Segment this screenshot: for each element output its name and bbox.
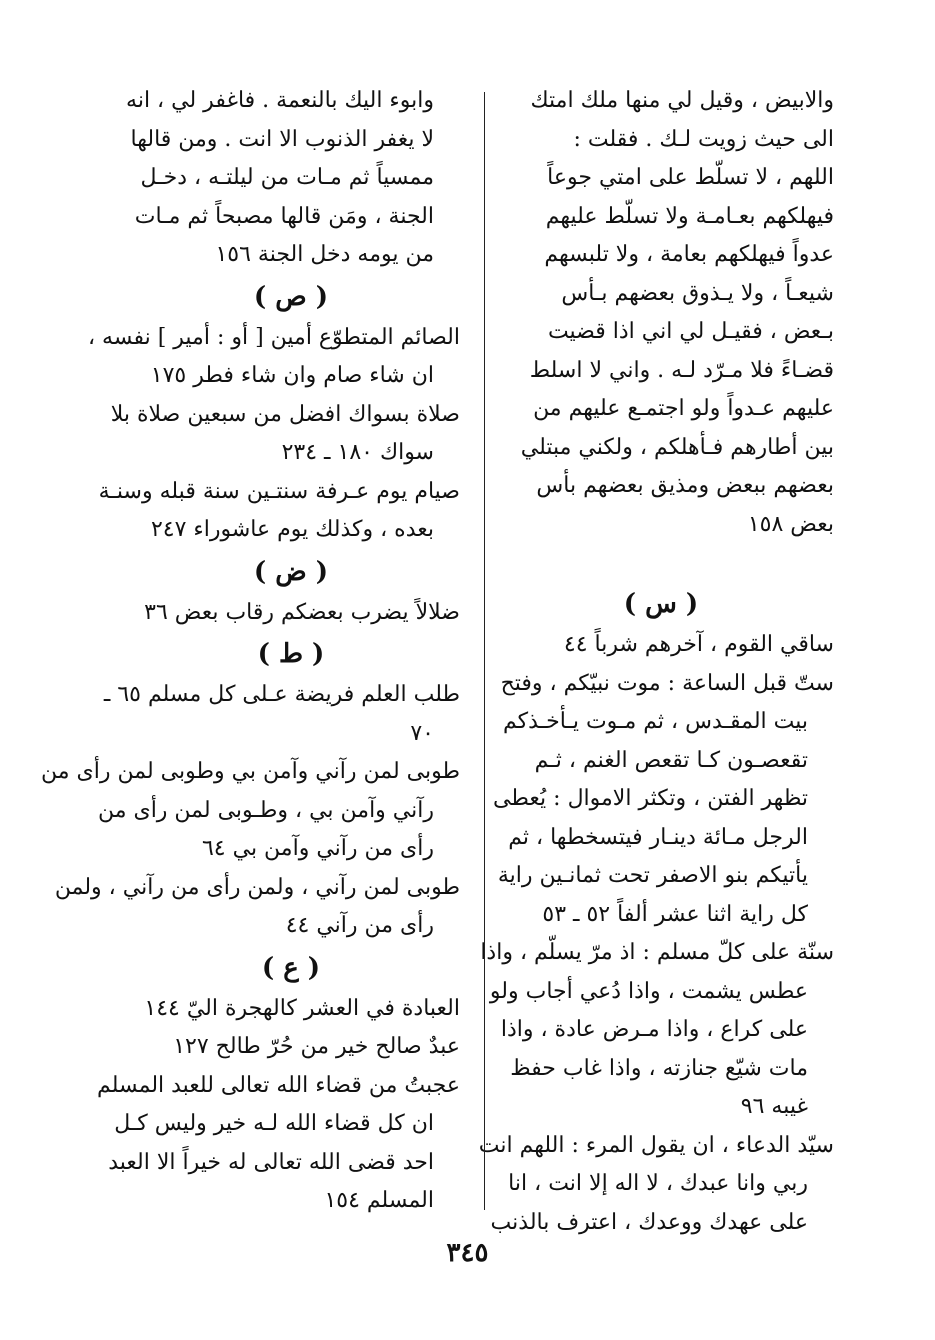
entry-continuation-line: مات شيّع جنازته ، واذا غاب حفظ — [510, 1055, 808, 1081]
hadith-entry — [103, 676, 460, 753]
entry-first-line: عجبتُ من قضاء الله تعالى للعبد المسلم — [97, 1072, 460, 1098]
hadith-entry — [478, 1127, 834, 1243]
entry-continuation-line: ممسياً ثم مـات من ليلتـه ، دخـل — [140, 165, 434, 190]
entry-continuation-line: وابوء اليك بالنعمة . فاغفر لي ، انه — [126, 88, 434, 113]
column-divider — [484, 92, 485, 1210]
entry-first-line: عبدٌ صالح خير من حُرّ طالح ١٢٧ — [173, 1034, 460, 1059]
section-heading-ta: ( ط ) — [257, 639, 325, 669]
entry-first-line: ستّ قبل الساعة : موت نبيّكم ، وفتح — [500, 670, 834, 696]
hadith-entry — [87, 319, 460, 396]
hadith-entry — [54, 869, 460, 946]
text-line: بـعض ، فقيـل لي اني اذا قضيت — [547, 319, 834, 344]
entry-continuation-line: سواك ١٨٠ ـ ٢٣٤ — [281, 440, 434, 465]
page-number: ٣٤٥ — [446, 1238, 489, 1268]
entry-first-line: طوبى لمن رآني وآمن بي وطوبى لمن رأى من — [41, 759, 460, 784]
entry-continuation-line: ان شاء صام وان شاء فطر ١٧٥ — [150, 363, 434, 388]
hadith-entry — [98, 473, 460, 550]
right-column — [478, 82, 834, 1242]
entry-first-line: ضلالاً يضرب بعضكم رقاب بعض ٣٦ — [144, 599, 460, 625]
hadith-entry — [488, 665, 834, 935]
entry-continuation-line: يأتيكم بنو الاصفر تحت ثمانـين راية — [497, 863, 808, 888]
entry-first-line: الصائم المتطوّع أمين [ أو : أمير ] نفسه ، — [87, 324, 460, 350]
entry-continuation-line: تظهر الفتن ، وتكثر الاموال : يُعطى — [493, 786, 808, 811]
entry-continuation-line: عطس يشمت ، واذا دُعي أجاب ولو — [489, 978, 808, 1004]
entry-first-line: طلب العلم فريضة عـلى كل مسلم ٦٥ ـ — [103, 682, 460, 707]
hadith-entry — [488, 626, 834, 665]
entry-continuation-line: ان كل قضاء الله لـه خير وليس كـل — [114, 1111, 434, 1136]
entry-first-line: صلاة بسواك افضل من سبعين صلاة بلا — [110, 401, 460, 427]
entry-continuation-line: رأى من رآني وآمن بي ٦٤ — [201, 836, 434, 861]
entry-continuation-line: ٧٠ — [410, 720, 434, 746]
continued-text-block — [122, 82, 460, 275]
text-line: بعض ١٥٨ — [747, 511, 834, 537]
entry-continuation-line: بيت المقـدس ، ثم مـوت يـأخـذكم — [503, 709, 808, 734]
entry-first-line: العبادة في العشر كالهجرة اليّ ١٤٤ — [144, 995, 460, 1021]
entry-continuation-line: ربي وانا عبدك ، لا اله إلا انت ، انا — [508, 1171, 808, 1196]
text-line: عدواً فيهلكهم بعامة ، ولا تلبسهم — [544, 242, 834, 267]
hadith-entry — [122, 1028, 460, 1067]
section-heading-sad: ( ص ) — [253, 281, 329, 312]
section-heading-dad: ( ض ) — [253, 556, 329, 587]
hadith-entry — [122, 990, 460, 1029]
entry-first-line: سيّد الدعاء ، ان يقول المرء : اللهم انت — [478, 1132, 834, 1158]
text-line: والابيض ، وقيل لي منها ملك امتك — [530, 88, 834, 113]
entry-continuation-line: رآني وآمن بي ، وطـوبى لمن رأى من — [97, 797, 434, 823]
text-line: فيهلكهم بعـامـة ولا تسلّط عليهم — [545, 203, 834, 229]
hadith-entry — [110, 396, 460, 473]
text-line: بين أطارهم فـأهلكم ، ولكني مبتلي — [520, 434, 834, 460]
spacer — [488, 544, 834, 582]
entry-first-line: ساقي القوم ، آخرهم شرباً ٤٤ — [563, 632, 834, 657]
entry-continuation-line: الجنة ، ومَن قالها مصبحاً ثم مـات — [134, 203, 434, 229]
entry-continuation-line: بعده ، وكذلك يوم عاشوراء ٢٤٧ — [150, 517, 434, 542]
hadith-entry — [480, 934, 834, 1127]
entry-continuation-line: المسلم ١٥٤ — [324, 1188, 434, 1213]
entry-continuation-line: على عهدك ووعدك ، اعترف بالذنب — [490, 1209, 808, 1235]
text-line: عليهم عـدواً ولو اجتمـع عليهم من — [533, 396, 834, 421]
hadith-entry — [122, 594, 460, 633]
entry-first-line: صيام يوم عـرفة سنتـين سنة قبله وسنـة — [98, 478, 460, 504]
section-heading-sin: ( س ) — [623, 589, 699, 619]
entry-first-line: سنّة على كلّ مسلم : اذ مرّ يسلّم ، واذا — [480, 940, 834, 965]
text-line: الى حيث زويت لـك . فقلت : — [573, 126, 834, 152]
entry-continuation-line: الرجل مـائة دينـار فيتسخطها ، ثم — [508, 824, 808, 850]
text-line: اللهم ، لا تسلّط على امتي جوعاً — [547, 165, 834, 190]
text-line: شيعـاً ، ولا يـذوق بعضهم بـأس — [561, 280, 834, 306]
entry-continuation-line: رأى من رآني ٤٤ — [285, 913, 434, 938]
continued-text-block — [488, 82, 834, 544]
left-column — [41, 82, 460, 1221]
entry-first-line: طوبى لمن رآني ، ولمن رأى من رآني ، ولمن — [54, 874, 460, 900]
hadith-entry — [41, 753, 460, 869]
entry-continuation-line: من يومه دخل الجنة ١٥٦ — [215, 242, 434, 267]
entry-continuation-line: تقعصـون كـا تقعص الغنم ، ثـم — [534, 747, 808, 773]
entry-continuation-line: غيبه ٩٦ — [740, 1094, 808, 1119]
entry-continuation-line: لا يغفر الذنوب الا انت . ومن قالها — [130, 126, 434, 152]
entry-continuation-line: على كراع ، واذا مـرض عادة ، واذا — [500, 1017, 808, 1042]
entry-continuation-line: كل راية اثنا عشر ألفاً ٥٢ ـ ٥٣ — [542, 901, 808, 927]
section-heading-ain: ( ع ) — [261, 952, 321, 983]
entry-continuation-line: احد قضى الله تعالى له خيراً الا العبد — [108, 1149, 434, 1175]
text-line: بعضهم ببعض ومذيق بعضهم بأس — [536, 473, 834, 498]
text-line: قضـاءً فلا مـرّد لـه . واني لا اسلط — [529, 357, 834, 383]
hadith-entry — [97, 1067, 460, 1221]
